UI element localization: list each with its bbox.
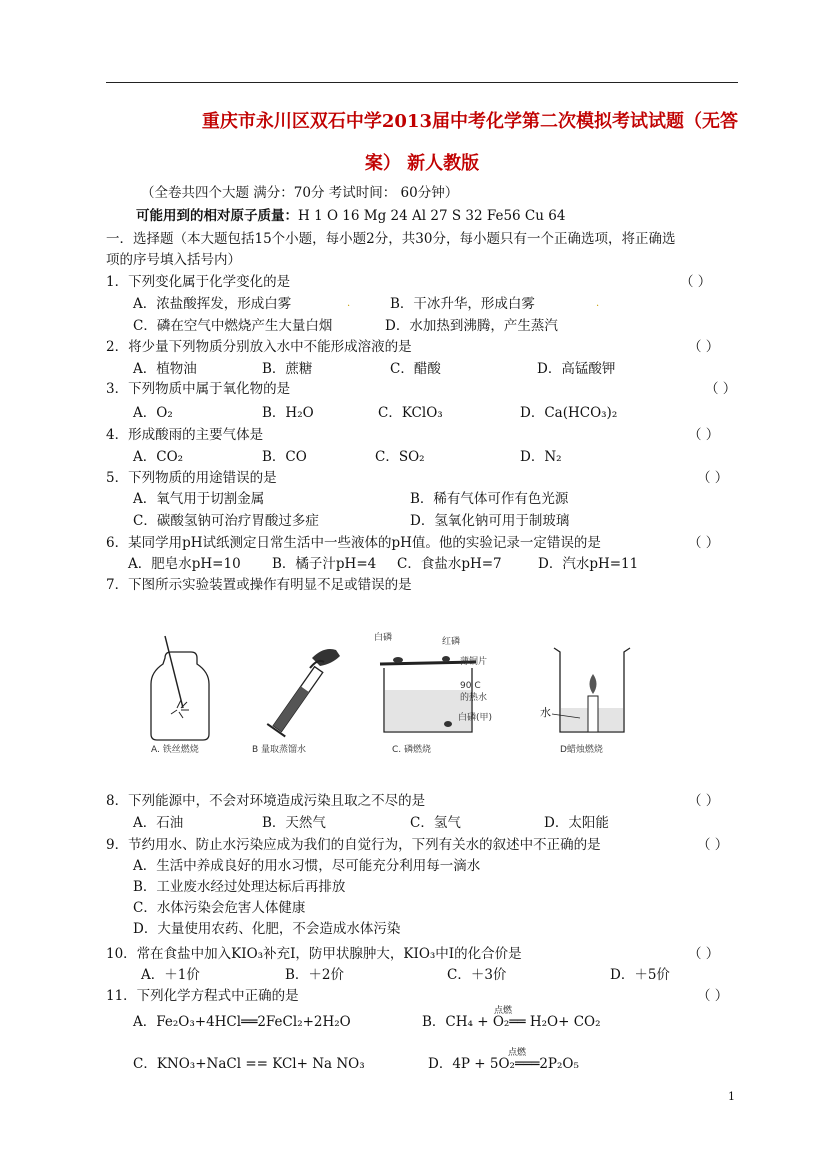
atomic-mass-values: H 1 O 16 Mg 24 Al 27 S 32 Fe56 Cu 64	[298, 208, 566, 224]
figure-b-caption: B 量取蒸馏水	[252, 745, 307, 755]
q1-answer-blank[interactable]: （ ）	[680, 274, 712, 290]
white-phosphorus-chunk	[393, 657, 403, 663]
atomic-mass-line	[136, 207, 565, 225]
figure-a-caption: A. 铁丝燃烧	[151, 745, 199, 755]
q4-option-d: D．N₂	[520, 449, 562, 465]
figure-c-caption: C. 磷燃烧	[392, 745, 432, 755]
cylinder-liquid	[273, 686, 309, 731]
q6-option-a: A．肥皂水pH=10	[128, 556, 241, 572]
q10-option-d: D．＋5价	[610, 967, 670, 983]
white-phosphorus-underwater	[444, 721, 452, 727]
figure-d-candle	[540, 628, 640, 756]
q4-option-c: C．SO₂	[375, 449, 425, 465]
q11-option-a: A．Fe₂O₃+4HCl══2FeCl₂+2H₂O	[133, 1014, 351, 1030]
section-heading-line2: 项的序号填入括号内）	[106, 252, 241, 268]
q8-option-d: D．太阳能	[544, 815, 609, 831]
section-heading-line1: 一．选择题（本大题包括15个小题，每小题2分，共30分，每小题只有一个正确选项，将正确选	[106, 231, 676, 247]
q10-answer-blank[interactable]: （ ）	[688, 946, 720, 962]
q3-option-d: D．Ca(HCO₃)₂	[520, 405, 618, 421]
q11-option-d: D．4P + 5O₂═══2P₂O₅	[428, 1056, 579, 1072]
q11-d-condition: 点燃	[508, 1048, 527, 1058]
label-temperature: 90 C	[460, 681, 481, 691]
figure-b-graduated-cylinder	[250, 628, 360, 756]
q5-stem: 5．下列物质的用途错误的是	[106, 470, 277, 486]
q2-option-d: D．高锰酸钾	[537, 361, 616, 377]
q2-answer-blank[interactable]: （ ）	[688, 339, 720, 355]
stray-dot: .	[596, 298, 600, 309]
q11-answer-blank[interactable]: （ ）	[697, 988, 729, 1004]
page-number: 1	[728, 1090, 735, 1103]
figure-d-caption: D蜡烛燃烧	[560, 745, 603, 755]
q9-stem: 9．节约用水、防止水污染应成为我们的自觉行为，下列有关水的叙述中不正确的是	[106, 837, 601, 853]
q10-stem: 10．常在食盐中加入KIO₃补充I，防甲状腺肿大，KIO₃中I的化合价是	[106, 946, 522, 962]
label-red-phosphorus: 红磷	[442, 637, 461, 647]
label-white-phosphorus-top: 白磷	[374, 633, 393, 643]
q5-option-d: D．氢氧化钠可用于制玻璃	[410, 513, 570, 529]
candle	[588, 696, 598, 732]
q10-option-c: C．＋3价	[447, 967, 507, 983]
q9-option-d: D．大量使用农药、化肥，不会造成水体污染	[133, 921, 401, 937]
q1-option-b: B．干冰升华，形成白雾	[390, 296, 535, 312]
q6-stem: 6．某同学用pH试纸测定日常生活中一些液体的pH值。他的实验记录一定错误的是	[106, 535, 601, 551]
q8-option-c: C．氢气	[410, 815, 461, 831]
q3-option-c: C．KClO₃	[378, 405, 443, 421]
exam-info: （全卷共四个大题 满分：70分 考试时间： 60分钟）	[141, 185, 459, 201]
red-phosphorus-chunk	[442, 656, 450, 662]
sparks	[171, 700, 189, 718]
page-title-line1: 重庆市永川区双石中学2013届中考化学第二次模拟考试试题（无答	[201, 111, 738, 132]
label-copper-sheet: 薄铜片	[460, 657, 488, 667]
q4-option-a: A．CO₂	[133, 449, 184, 465]
q9-option-a: A．生活中养成良好的用水习惯，尽可能充分利用每一滴水	[133, 858, 481, 874]
q8-option-a: A．石油	[133, 815, 184, 831]
q2-stem: 2．将少量下列物质分别放入水中不能形成溶液的是	[106, 339, 412, 355]
iron-wire	[165, 636, 183, 708]
atomic-mass-label: 可能用到的相对原子质量：	[136, 208, 298, 224]
q8-stem: 8．下列能源中，不会对环境造成污染且取之不尽的是	[106, 793, 426, 809]
q6-option-b: B．橘子汁pH=4	[272, 556, 377, 572]
q6-option-d: D．汽水pH=11	[538, 556, 639, 572]
header-rule	[106, 82, 738, 83]
q11-b-condition: 点燃	[494, 1006, 513, 1016]
q6-option-c: C．食盐水pH=7	[397, 556, 502, 572]
q8-answer-blank[interactable]: （ ）	[688, 793, 720, 809]
q4-answer-blank[interactable]: （ ）	[688, 427, 720, 443]
q10-option-a: A．＋1价	[141, 967, 200, 983]
q5-answer-blank[interactable]: （ ）	[697, 470, 729, 486]
q7-stem: 7．下图所示实验装置或操作有明显不足或错误的是	[106, 577, 412, 593]
reagent-bottle	[312, 649, 340, 666]
label-hot-water: 的热水	[460, 693, 488, 703]
stray-dot: .	[347, 298, 351, 309]
q5-option-a: A．氧气用于切割金属	[133, 491, 265, 507]
label-water: 水	[540, 706, 551, 719]
q1-option-d: D．水加热到沸腾，产生蒸汽	[385, 318, 558, 334]
q9-answer-blank[interactable]: （ ）	[697, 837, 729, 853]
q4-option-b: B．CO	[262, 449, 307, 465]
q2-option-b: B．蔗糖	[262, 361, 313, 377]
figure-a-iron-wire	[143, 628, 233, 756]
q3-answer-blank[interactable]: （ ）	[705, 381, 737, 397]
q11-stem: 11．下列化学方程式中正确的是	[106, 988, 299, 1004]
figure-c-phosphorus	[372, 628, 512, 756]
q2-option-c: C．醋酸	[390, 361, 441, 377]
page-title-line2: 案） 新人教版	[364, 153, 480, 174]
q1-stem: 1．下列变化属于化学变化的是	[106, 274, 291, 290]
q3-stem: 3．下列物质中属于氧化物的是	[106, 381, 291, 397]
q5-option-c: C．碳酸氢钠可治疗胃酸过多症	[133, 513, 319, 529]
q3-option-a: A．O₂	[133, 405, 173, 421]
q4-stem: 4．形成酸雨的主要气体是	[106, 427, 264, 443]
hot-water	[385, 690, 471, 731]
q1-option-a: A．浓盐酸挥发，形成白雾	[133, 296, 292, 312]
q9-option-c: C．水体污染会危害人体健康	[133, 900, 306, 916]
q6-answer-blank[interactable]: （ ）	[688, 535, 720, 551]
flame	[590, 674, 597, 694]
q1-option-c: C．磷在空气中燃烧产生大量白烟	[133, 318, 333, 334]
q2-option-a: A．植物油	[133, 361, 197, 377]
q5-option-b: B．稀有气体可作有色光源	[410, 491, 569, 507]
label-white-phosphorus-a: 白磷(甲)	[458, 713, 493, 723]
q10-option-b: B．＋2价	[285, 967, 345, 983]
q9-option-b: B．工业废水经过处理达标后再排放	[133, 879, 346, 895]
q8-option-b: B．天然气	[262, 815, 326, 831]
q11-option-b: B．CH₄ + O₂══ H₂O+ CO₂	[422, 1014, 601, 1030]
q11-option-c: C．KNO₃+NaCl == KCl+ Na NO₃	[133, 1056, 365, 1072]
q3-option-b: B．H₂O	[262, 405, 314, 421]
